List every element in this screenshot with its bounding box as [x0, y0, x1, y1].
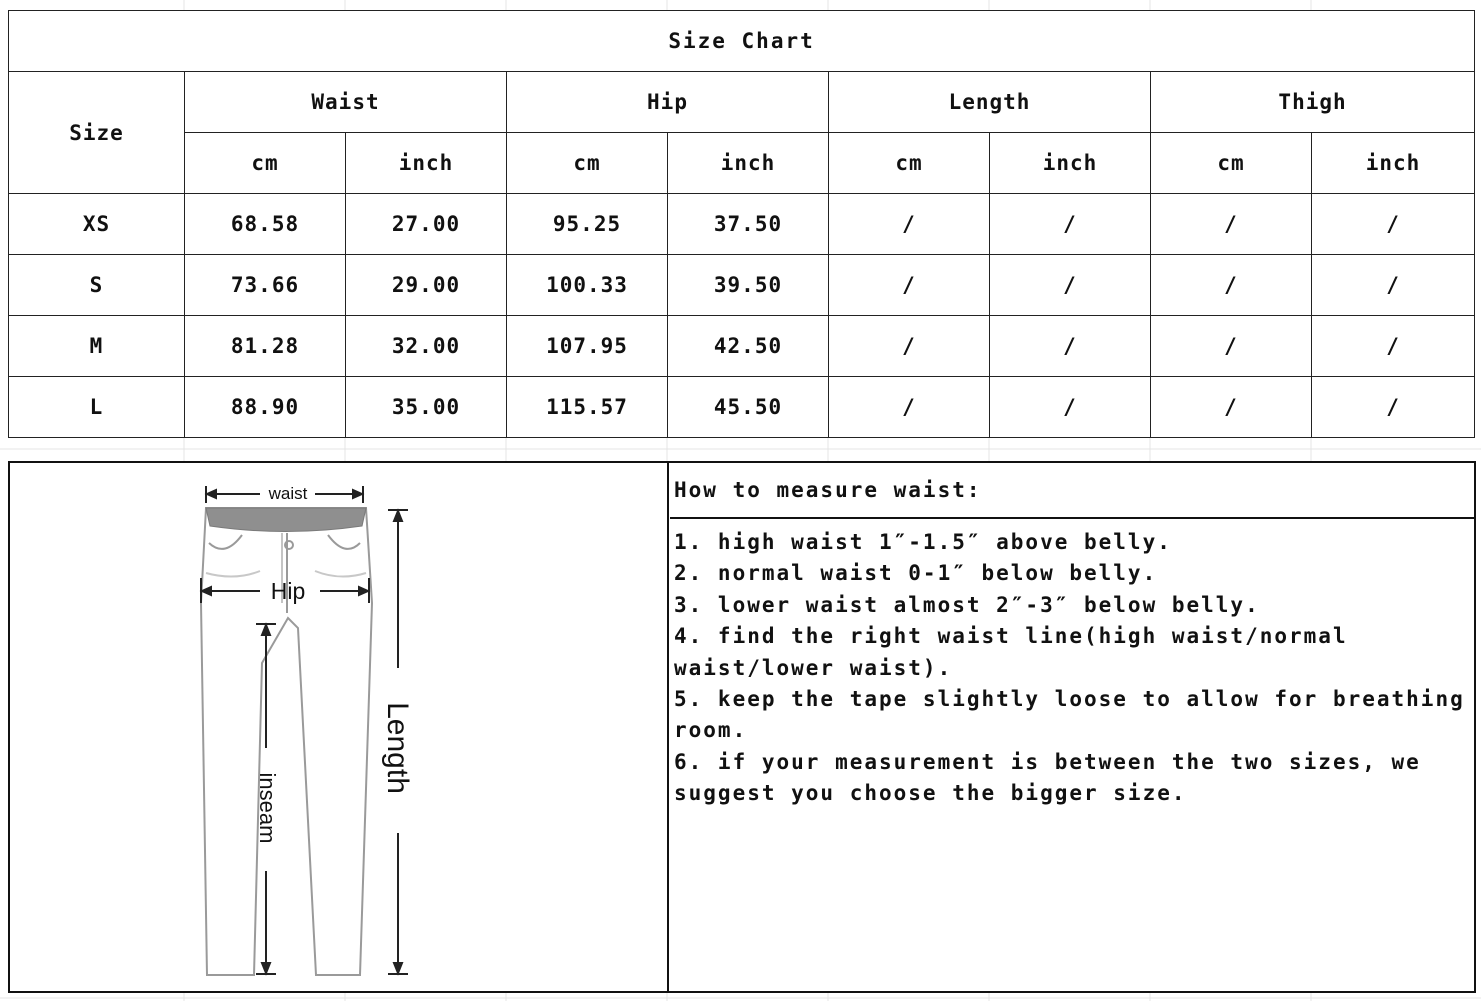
table-cell: / — [829, 316, 990, 377]
table-cell: 107.95 — [507, 316, 668, 377]
table-cell: 100.33 — [507, 255, 668, 316]
measure-step: 2. normal waist 0-1″ below belly. — [674, 561, 1158, 586]
size-label: M — [9, 316, 185, 377]
size-row-m — [9, 316, 1475, 377]
waist-label: waist — [268, 484, 308, 503]
table-cell: / — [1151, 316, 1312, 377]
table-cell: 95.25 — [507, 194, 668, 255]
table-cell: / — [990, 255, 1151, 316]
table-cell: 81.28 — [185, 316, 346, 377]
length-label: Length — [381, 702, 414, 794]
table-cell: 27.00 — [346, 194, 507, 255]
hip-group-header: Hip — [507, 72, 829, 133]
pants-measurement-diagram — [10, 463, 667, 991]
thigh-group-header: Thigh — [1151, 72, 1475, 133]
table-cell: 37.50 — [668, 194, 829, 255]
unit-header: cm — [1151, 133, 1312, 194]
table-cell: / — [1312, 255, 1475, 316]
table-cell: 115.57 — [507, 377, 668, 438]
table-cell: 68.58 — [185, 194, 346, 255]
table-cell: 42.50 — [668, 316, 829, 377]
table-cell: / — [990, 316, 1151, 377]
inseam-label: inseam — [255, 772, 280, 844]
size-label: S — [9, 255, 185, 316]
table-cell: / — [1312, 377, 1475, 438]
measure-step: 4. find the right waist line(high waist/normal waist/lower waist). — [674, 624, 1363, 680]
table-cell: / — [829, 194, 990, 255]
size-row-l — [9, 377, 1475, 438]
unit-header: inch — [668, 133, 829, 194]
size-label: XS — [9, 194, 185, 255]
measure-step: 5. keep the tape slightly loose to allow for breathing room. — [674, 687, 1480, 743]
size-chart-table — [8, 10, 1475, 438]
measure-step: 3. lower waist almost 2″-3″ below belly. — [674, 592, 1260, 617]
table-cell: 88.90 — [185, 377, 346, 438]
measure-step: 1. high waist 1″-1.5″ above belly. — [674, 530, 1172, 554]
hip-label: Hip — [270, 578, 306, 604]
unit-header-row — [9, 133, 1475, 194]
table-cell: 32.00 — [346, 316, 507, 377]
measure-guide-heading: How to measure waist: — [670, 463, 1474, 519]
waistband-icon — [206, 508, 366, 532]
waist-group-header: Waist — [185, 72, 507, 133]
size-row-s — [9, 255, 1475, 316]
table-cell: 45.50 — [668, 377, 829, 438]
title-row — [9, 11, 1475, 72]
length-group-header: Length — [829, 72, 1151, 133]
pants-diagram-cell — [10, 463, 669, 991]
table-cell: / — [1312, 316, 1475, 377]
measure-guide-cell — [670, 463, 1480, 991]
table-cell: / — [1151, 255, 1312, 316]
size-chart-title: Size Chart — [9, 11, 1475, 72]
group-header-row — [9, 72, 1475, 133]
measure-steps-list — [670, 519, 1480, 810]
unit-header: inch — [990, 133, 1151, 194]
unit-header: inch — [346, 133, 507, 194]
table-cell: 73.66 — [185, 255, 346, 316]
size-label: L — [9, 377, 185, 438]
table-cell: / — [1312, 194, 1475, 255]
table-cell: / — [990, 377, 1151, 438]
measurement-panel — [8, 461, 1480, 993]
measure-step: 6. if your measurement is between the two sizes, we suggest you choose the bigger size. — [674, 749, 1436, 806]
table-cell: / — [990, 194, 1151, 255]
size-column-header: Size — [9, 72, 185, 194]
unit-header: cm — [185, 133, 346, 194]
unit-header: cm — [829, 133, 990, 194]
size-row-xs — [9, 194, 1475, 255]
table-cell: 29.00 — [346, 255, 507, 316]
table-cell: / — [829, 255, 990, 316]
table-cell: / — [1151, 377, 1312, 438]
unit-header: cm — [507, 133, 668, 194]
table-cell: 39.50 — [668, 255, 829, 316]
table-cell: / — [829, 377, 990, 438]
table-cell: / — [1151, 194, 1312, 255]
unit-header: inch — [1312, 133, 1475, 194]
table-cell: 35.00 — [346, 377, 507, 438]
